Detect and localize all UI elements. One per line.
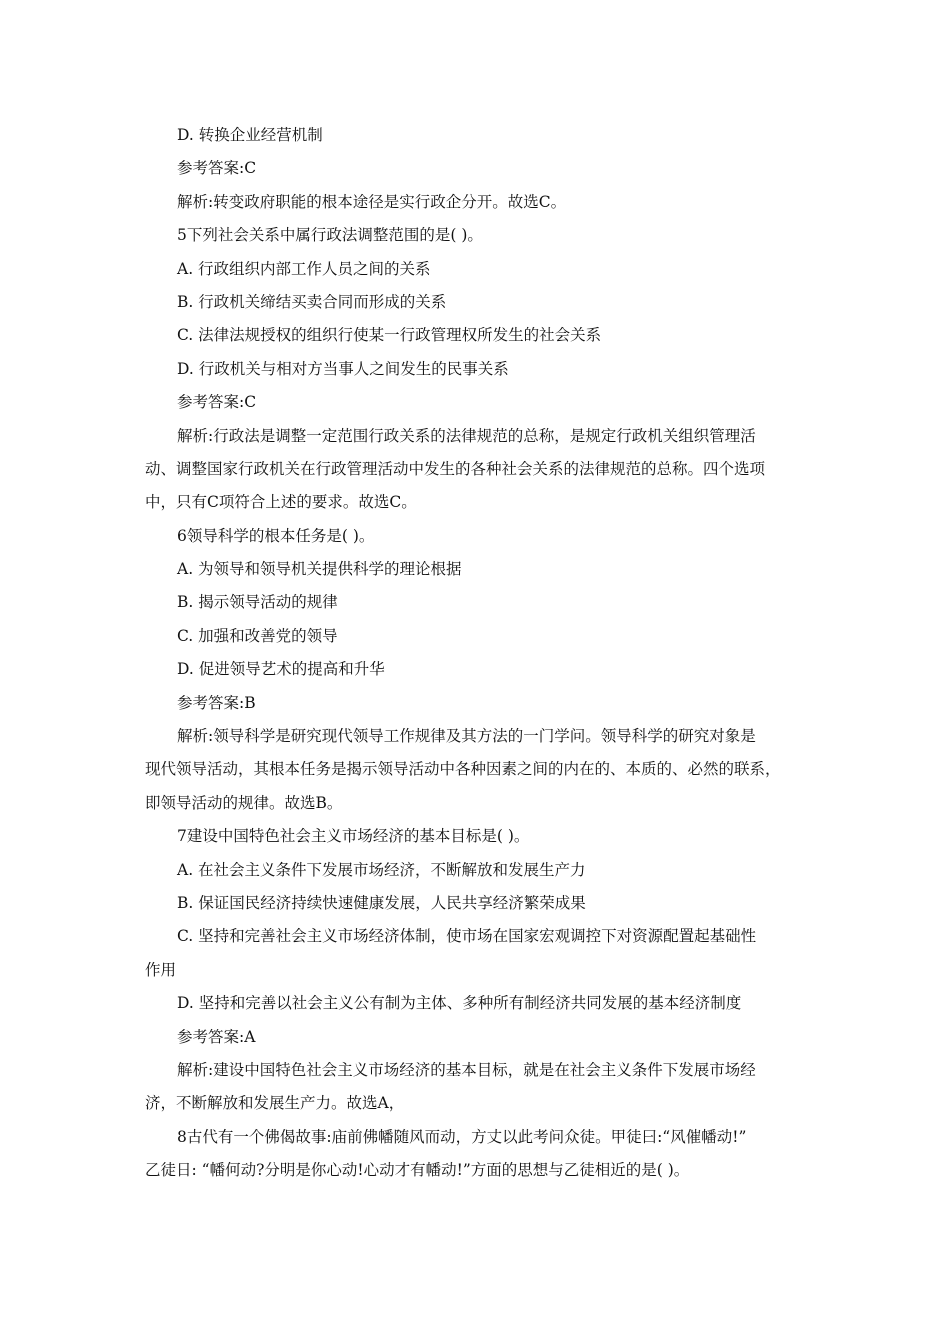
- answer-q4: 参考答案:C: [177, 159, 257, 178]
- question-6: 6领导科学的根本任务是( )。: [177, 526, 375, 545]
- option-d-q7: D. 坚持和完善以社会主义公有制为主体、多种所有制经济共同发展的基本经济制度: [177, 994, 742, 1013]
- option-d-q5: D. 行政机关与相对方当事人之间发生的民事关系: [177, 359, 509, 378]
- option-d-q6: D. 促进领导艺术的提高和升华: [177, 660, 385, 679]
- answer-q6: 参考答案:B: [177, 693, 256, 712]
- option-a-q6: A. 为领导和领导机关提供科学的理论根据: [177, 560, 462, 579]
- question-8-line-2: 乙徒日: “幡何动?分明是你心动!心动才有幡动!”方面的思想与乙徒相近的是( )。: [145, 1161, 690, 1180]
- answer-q5: 参考答案:C: [177, 393, 257, 412]
- answer-q7: 参考答案:A: [177, 1027, 256, 1046]
- question-7: 7建设中国特色社会主义市场经济的基本目标是( )。: [177, 827, 530, 846]
- option-b-q6: B. 揭示领导活动的规律: [177, 593, 338, 612]
- analysis-q7-line-1: 解析:建设中国特色社会主义市场经济的基本目标，就是在社会主义条件下发展市场经: [177, 1060, 756, 1079]
- analysis-q6-line-2: 现代领导活动，其根本任务是揭示领导活动中各种因素之间的内在的、本质的、必然的联系，: [145, 760, 781, 779]
- question-5: 5下列社会关系中属行政法调整范围的是( )。: [177, 226, 483, 245]
- analysis-q5-line-2: 动、调整国家行政机关在行政管理活动中发生的各种社会关系的法律规范的总称。四个选项: [145, 459, 766, 478]
- analysis-q7-line-2: 济，不断解放和发展生产力。故选A，: [145, 1094, 405, 1113]
- analysis-q6-line-1: 解析:领导科学是研究现代领导工作规律及其方法的一门学问。领导科学的研究对象是: [177, 727, 756, 746]
- analysis-q4: 解析:转变政府职能的根本途径是实行政企分开。故选C。: [177, 192, 567, 211]
- option-b-q5: B. 行政机关缔结买卖合同而形成的关系: [177, 292, 447, 311]
- option-c-q7-line-1: C. 坚持和完善社会主义市场经济体制，使市场在国家宏观调控下对资源配置起基础性: [177, 927, 757, 946]
- option-a-q5: A. 行政组织内部工作人员之间的关系: [177, 259, 431, 278]
- analysis-q6-line-3: 即领导活动的规律。故选B。: [145, 793, 343, 812]
- option-c-q5: C. 法律法规授权的组织行使某一行政管理权所发生的社会关系: [177, 326, 602, 345]
- option-c-q7-line-2: 作用: [145, 960, 177, 979]
- analysis-q5-line-1: 解析:行政法是调整一定范围行政关系的法律规范的总称，是规定行政机关组织管理活: [177, 426, 756, 445]
- option-d-q4: D. 转换企业经营机制: [177, 126, 323, 144]
- document-body: [145, 119, 815, 1188]
- option-c-q6: C. 加强和改善党的领导: [177, 626, 338, 645]
- option-a-q7: A. 在社会主义条件下发展市场经济，不断解放和发展生产力: [177, 860, 586, 879]
- analysis-q5-line-3: 中，只有C项符合上述的要求。故选C。: [145, 493, 417, 512]
- option-b-q7: B. 保证国民经济持续快速健康发展，人民共享经济繁荣成果: [177, 893, 586, 912]
- question-8-line-1: 8古代有一个佛偈故事:庙前佛幡随风而动，方丈以此考问众徒。甲徒曰:“风催幡动!”: [177, 1127, 747, 1146]
